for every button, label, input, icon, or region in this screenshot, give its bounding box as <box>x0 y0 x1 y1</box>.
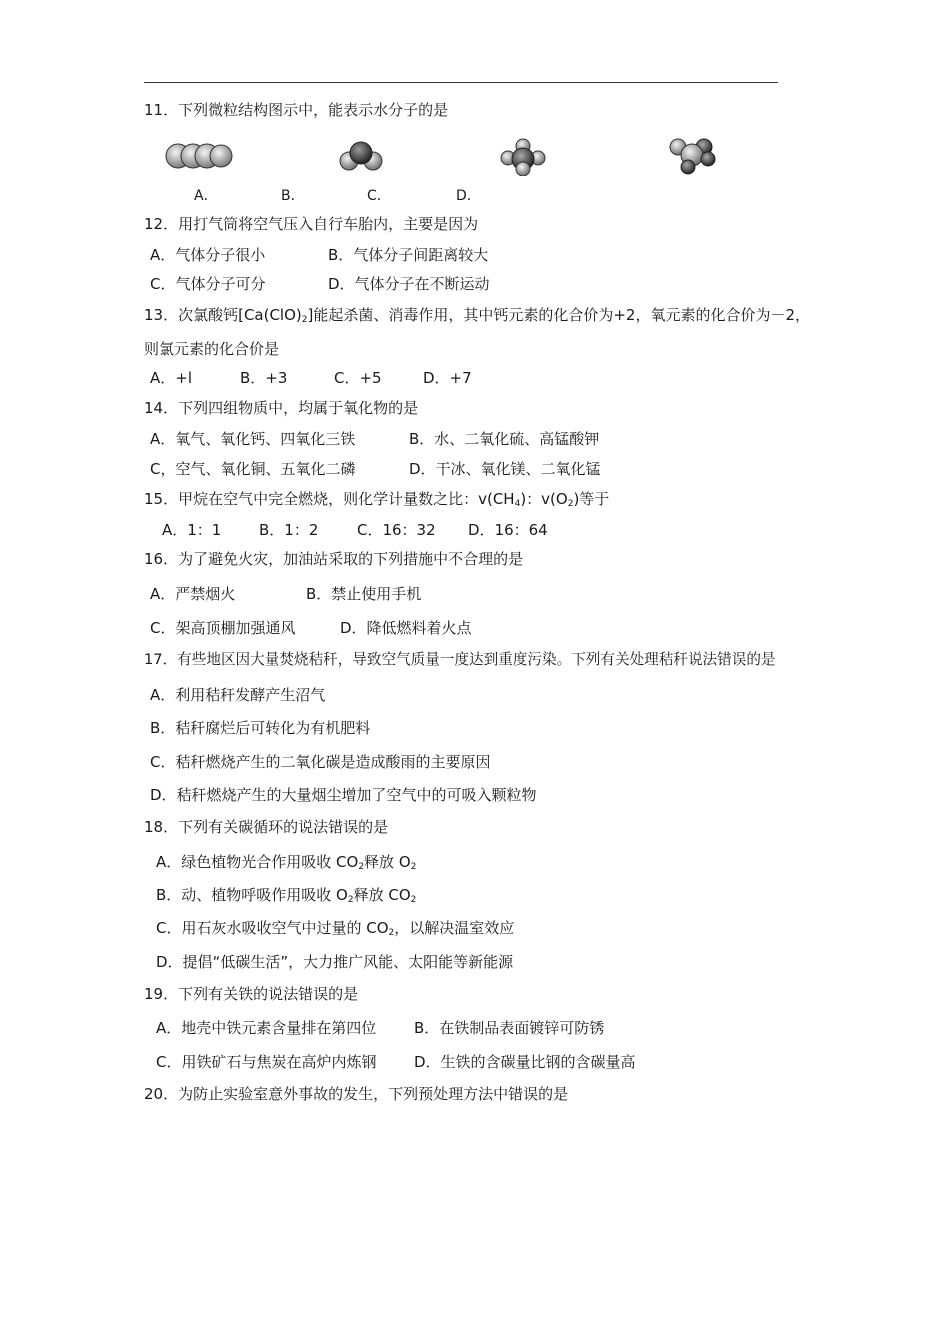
q18-option-c: C．用石灰水吸收空气中过量的 $CO_2$，以解决温室效应 <box>156 919 515 938</box>
q13-stem: 13．次氯酸钙$[Ca(ClO)_2]$能起杀菌、消毒作用，其中钙元素的化合价为+2，氧元素的化合价为－2， <box>144 306 811 325</box>
q14-option-d: D．干冰、氧化镁、二氧化锰 <box>409 460 601 478</box>
q11-option-d-label: D． <box>456 188 481 204</box>
q16-option-c: C．架高顶棚加强通风 <box>150 619 296 637</box>
molecule-option-a-image <box>164 140 236 172</box>
q14-option-b: B．水、二氧化硫、高锰酸钾 <box>409 430 600 448</box>
q17-option-d: D．秸秆燃烧产生的大量烟尘增加了空气中的可吸入颗粒物 <box>150 786 537 804</box>
q19-stem: 19．下列有关铁的说法错误的是 <box>144 985 359 1003</box>
molecule-option-d-image <box>668 135 716 175</box>
q17-option-c: C．秸秆燃烧产生的二氧化碳是造成酸雨的主要原因 <box>150 753 491 771</box>
q15-stem: 15．甲烷在空气中完全燃烧，则化学计量数之比：$v(CH_4)$：$v(O_2)$等于 <box>144 490 610 509</box>
q19-option-a: A．地壳中铁元素含量排在第四位 <box>156 1019 377 1037</box>
q18-stem: 18．下列有关碳循环的说法错误的是 <box>144 818 389 836</box>
q20-stem: 20．为防止实验室意外事故的发生，下列预处理方法中错误的是 <box>144 1085 569 1103</box>
q16-option-d: D．降低燃料着火点 <box>340 619 472 637</box>
q13-option-d: D．+7 <box>423 369 472 387</box>
q11-option-b-label: B． <box>281 188 305 204</box>
q14-stem: 14．下列四组物质中，均属于氧化物的是 <box>144 399 419 417</box>
q15-option-d: D．16：64 <box>468 521 548 539</box>
q13-option-b: B．+3 <box>240 369 288 387</box>
q12-option-b: B．气体分子间距离较大 <box>328 246 489 264</box>
q11-option-c-label: C． <box>367 188 391 204</box>
q19-option-d: D．生铁的含碳量比钢的含碳量高 <box>414 1053 636 1071</box>
q16-stem: 16．为了避免火灾，加油站采取的下列措施中不合理的是 <box>144 550 524 568</box>
q18-option-b: B．动、植物呼吸作用吸收 $O_2$释放 $CO_2$ <box>156 886 417 905</box>
molecule-option-b-image <box>338 139 384 173</box>
q16-option-a: A．严禁烟火 <box>150 585 236 603</box>
q12-option-c: C．气体分子可分 <box>150 275 266 293</box>
q19-option-c: C．用铁矿石与焦炭在高炉内炼钢 <box>156 1053 377 1071</box>
q16-option-b: B．禁止使用手机 <box>306 585 422 603</box>
q12-option-d: D．气体分子在不断运动 <box>328 275 490 293</box>
q14-option-c: C，空气、氧化铜、五氧化二磷 <box>150 460 356 478</box>
q11-stem: 11．下列微粒结构图示中，能表示水分子的是 <box>144 101 449 119</box>
q13-option-a: A．+l <box>150 369 192 387</box>
q13-option-c: C．+5 <box>334 369 382 387</box>
q12-option-a: A．气体分子很小 <box>150 246 266 264</box>
q18-option-a: A．绿色植物光合作用吸收 $CO_2$释放 $O_2$ <box>156 853 417 872</box>
q14-option-a: A．氧气、氧化钙、四氧化三铁 <box>150 430 356 448</box>
q13-stem-line2: 则氯元素的化合价是 <box>144 340 280 358</box>
q12-stem: 12．用打气筒将空气压入自行车胎内，主要是因为 <box>144 215 479 233</box>
q15-option-c: C．16：32 <box>357 521 436 539</box>
q17-stem: 17．有些地区因大量焚烧秸秆，导致空气质量一度达到重度污染。下列有关处理秸秆说法错误的是 <box>144 651 776 668</box>
q15-option-a: A．1：1 <box>162 521 222 539</box>
q17-option-b: B．秸秆腐烂后可转化为有机肥料 <box>150 719 371 737</box>
q17-option-a: A．利用秸秆发酵产生沼气 <box>150 686 326 704</box>
molecule-option-c-image <box>500 138 546 176</box>
q15-option-b: B．1：2 <box>259 521 319 539</box>
header-rule <box>144 82 778 83</box>
q19-option-b: B．在铁制品表面镀锌可防锈 <box>414 1019 605 1037</box>
q11-option-a-label: A． <box>194 188 218 204</box>
q18-option-d: D．提倡“低碳生活”，大力推广风能、太阳能等新能源 <box>156 953 514 971</box>
